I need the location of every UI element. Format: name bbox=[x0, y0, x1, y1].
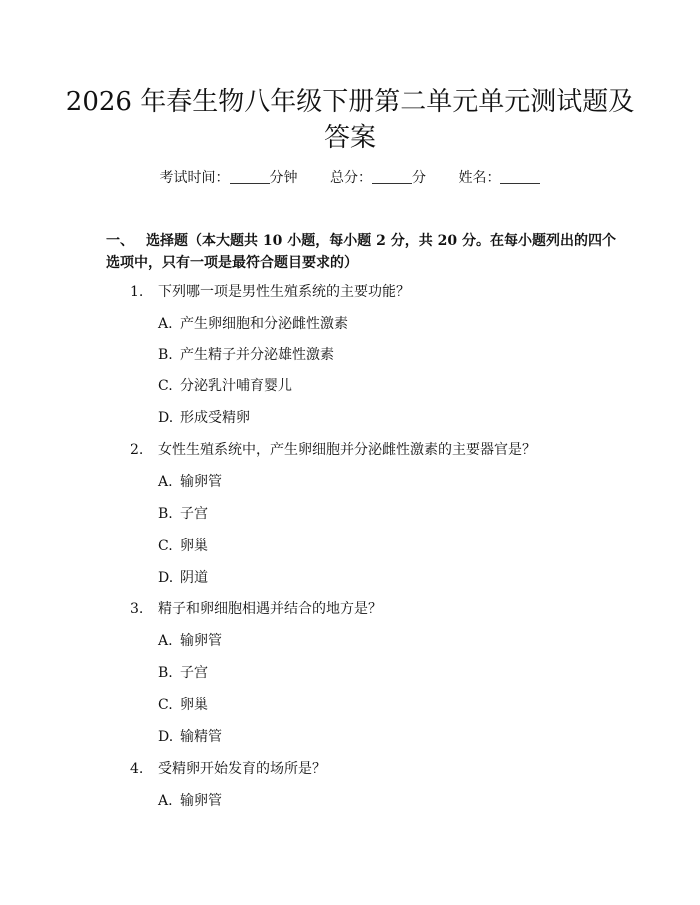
option-letter: C. bbox=[158, 538, 173, 554]
question-3 bbox=[130, 599, 610, 619]
question-number: 1. bbox=[130, 284, 144, 300]
time-unit: 分钟 bbox=[269, 170, 298, 186]
exam-meta bbox=[0, 168, 700, 188]
option-text: 子宫 bbox=[180, 665, 208, 681]
section-text: 选择题（本大题共 10 小题，每小题 2 分，共 20 分。在每小题列出的四个选项中，只有一项是最符合题目要求的） bbox=[106, 233, 616, 271]
section-heading bbox=[106, 230, 626, 274]
option-text: 输卵管 bbox=[180, 633, 222, 649]
score-blank bbox=[372, 169, 412, 184]
option-letter: B. bbox=[158, 665, 173, 681]
question-1-option-d bbox=[158, 408, 608, 428]
option-text: 产生精子并分泌雄性激素 bbox=[180, 347, 334, 363]
option-letter: A. bbox=[158, 633, 173, 649]
time-label: 考试时间： bbox=[159, 170, 230, 186]
option-letter: D. bbox=[158, 729, 174, 745]
option-letter: B. bbox=[158, 347, 173, 363]
option-letter: C. bbox=[158, 697, 173, 713]
option-letter: C. bbox=[158, 378, 173, 394]
option-text: 卵巢 bbox=[180, 697, 208, 713]
question-4-option-a bbox=[158, 791, 608, 811]
question-number: 2. bbox=[130, 442, 144, 458]
score-unit: 分 bbox=[412, 170, 426, 186]
option-text: 卵巢 bbox=[180, 538, 208, 554]
option-text: 子宫 bbox=[180, 506, 208, 522]
time-blank bbox=[230, 169, 270, 184]
question-number: 4. bbox=[130, 761, 144, 777]
option-text: 阴道 bbox=[180, 570, 208, 586]
option-letter: B. bbox=[158, 506, 173, 522]
option-text: 分泌乳汁哺育婴儿 bbox=[180, 378, 292, 394]
question-text: 下列哪一项是男性生殖系统的主要功能？ bbox=[158, 284, 410, 300]
option-letter: A. bbox=[158, 474, 173, 490]
question-3-option-c bbox=[158, 695, 608, 715]
score-label: 总分： bbox=[330, 170, 372, 186]
question-4 bbox=[130, 759, 610, 779]
question-1-option-c bbox=[158, 376, 608, 396]
question-3-option-a bbox=[158, 631, 608, 651]
option-letter: D. bbox=[158, 410, 174, 426]
exam-time bbox=[160, 170, 302, 186]
option-text: 输精管 bbox=[180, 729, 222, 745]
question-2-option-c bbox=[158, 536, 608, 556]
question-1-option-b bbox=[158, 345, 608, 365]
question-1 bbox=[130, 282, 610, 302]
question-3-option-d bbox=[158, 727, 608, 747]
option-text: 产生卵细胞和分泌雌性激素 bbox=[180, 316, 348, 332]
question-text: 受精卵开始发育的场所是？ bbox=[158, 761, 326, 777]
question-2 bbox=[130, 440, 610, 460]
question-3-option-b bbox=[158, 663, 608, 683]
section-number: 一、 bbox=[106, 233, 134, 249]
option-letter: A. bbox=[158, 316, 173, 332]
question-text: 女性生殖系统中，产生卵细胞并分泌雌性激素的主要器官是？ bbox=[158, 442, 536, 458]
option-text: 形成受精卵 bbox=[180, 410, 250, 426]
question-2-option-b bbox=[158, 504, 608, 524]
question-2-option-d bbox=[158, 568, 608, 588]
question-text: 精子和卵细胞相遇并结合的地方是？ bbox=[158, 601, 382, 617]
question-1-option-a bbox=[158, 314, 608, 334]
option-text: 输卵管 bbox=[180, 793, 222, 809]
page-title: 2026 年春生物八年级下册第二单元单元测试题及答案 bbox=[65, 87, 635, 153]
question-number: 3. bbox=[130, 601, 144, 617]
exam-name bbox=[458, 170, 540, 186]
exam-score bbox=[330, 170, 430, 186]
name-label: 姓名： bbox=[458, 170, 501, 186]
option-text: 输卵管 bbox=[180, 474, 222, 490]
name-blank bbox=[500, 169, 540, 184]
question-2-option-a bbox=[158, 472, 608, 492]
option-letter: D. bbox=[158, 570, 174, 586]
option-letter: A. bbox=[158, 793, 173, 809]
